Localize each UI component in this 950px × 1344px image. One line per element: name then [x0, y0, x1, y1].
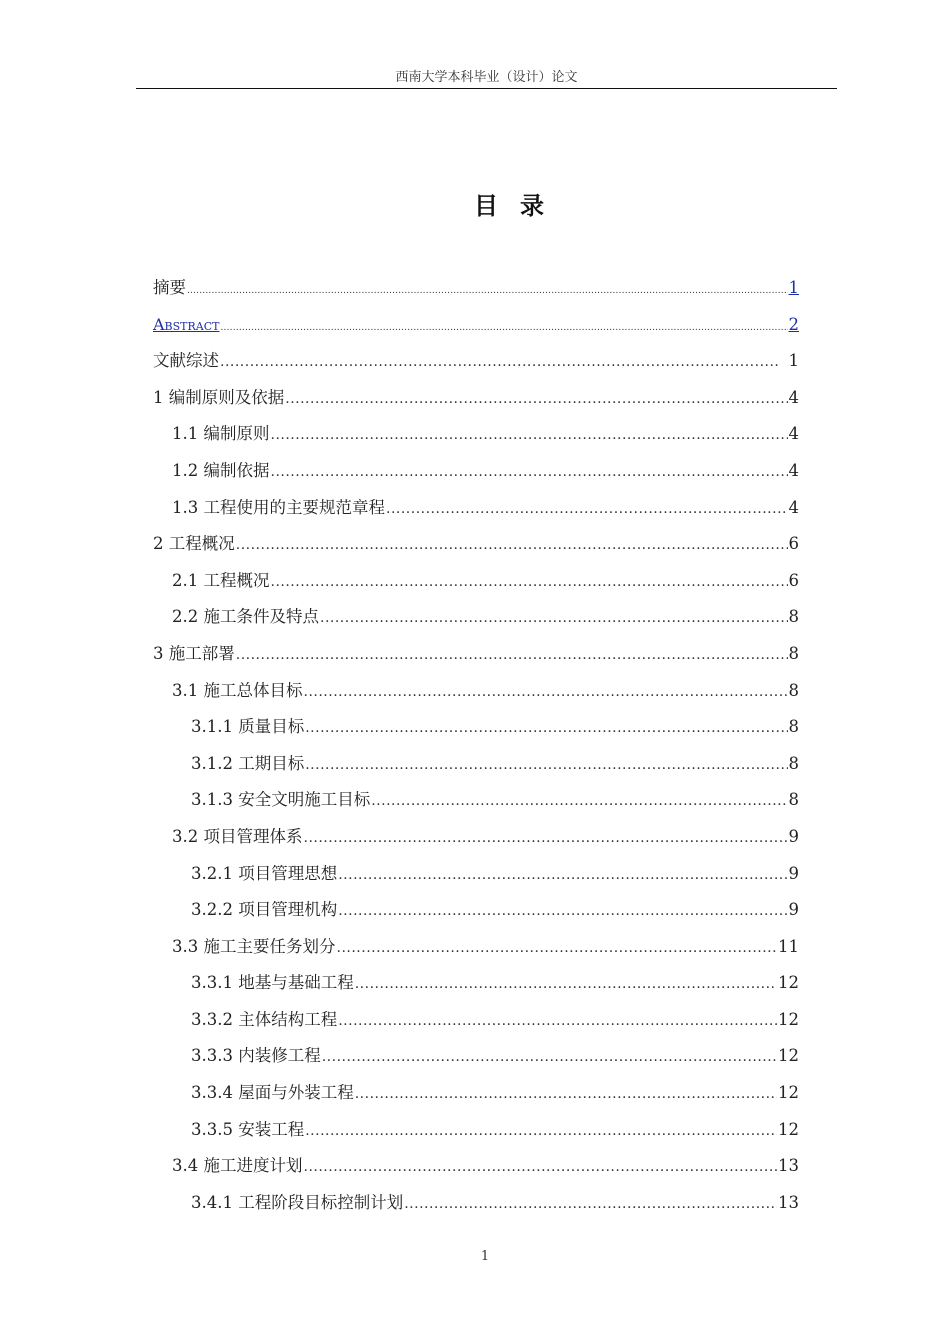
toc-entry-page: 8: [788, 717, 799, 737]
toc-entry-page: 4: [788, 424, 799, 444]
toc-entry: [153, 526, 799, 563]
toc-dot-leader: [271, 417, 788, 454]
page-header: 西南大学本科毕业（设计）论文: [136, 66, 837, 89]
toc-dot-leader: [404, 1186, 777, 1223]
toc-entry: [153, 1112, 799, 1149]
table-of-contents: [153, 270, 799, 1221]
toc-entry: [153, 1185, 799, 1222]
toc-entry-page: 11: [778, 936, 799, 956]
toc-entry-page: 13: [778, 1192, 799, 1212]
toc-entry: [153, 563, 799, 600]
toc-entry-label: 3.2.2 项目管理机构: [191, 900, 338, 920]
toc-entry-label: 1.1 编制原则: [172, 424, 270, 444]
toc-entry-label: 3 施工部署: [153, 643, 235, 663]
toc-entry: [153, 490, 799, 527]
toc-dot-leader: [337, 930, 778, 967]
toc-title: 目录: [474, 192, 566, 220]
toc-entry-page: 9: [788, 900, 799, 920]
toc-entry-label: 3.1.2 工期目标: [191, 753, 305, 773]
toc-entry-label: 3.1.1 质量目标: [191, 717, 305, 737]
toc-dot-leader: [305, 747, 787, 784]
toc-entry: [153, 636, 799, 673]
toc-entry-label: 3.3.5 安装工程: [191, 1119, 305, 1139]
toc-entry[interactable]: [153, 307, 799, 344]
toc-entry-label: 3.3.4 屋面与外装工程: [191, 1083, 354, 1103]
toc-entry-label: 3.3.2 主体结构工程: [191, 1009, 338, 1029]
toc-dot-leader: [305, 710, 787, 747]
toc-entry-label: 文献综述: [153, 351, 219, 371]
toc-entry: [153, 416, 799, 453]
toc-entry: [153, 380, 799, 417]
toc-entry-label: 3.3.3 内装修工程: [191, 1046, 321, 1066]
toc-entry: [153, 343, 799, 380]
toc-dot-leader: [271, 454, 788, 491]
toc-entry-page: 8: [788, 643, 799, 663]
toc-entry-label: 3.3.1 地基与基础工程: [191, 973, 354, 993]
toc-dot-leader: [338, 1003, 777, 1040]
toc-entry-page: 8: [788, 680, 799, 700]
toc-entry-label[interactable]: Abstract: [153, 314, 220, 334]
toc-entry-label: 2.1 工程概况: [172, 570, 270, 590]
toc-entry-page: 6: [788, 534, 799, 554]
toc-dot-leader: [304, 674, 788, 711]
toc-entry: [153, 965, 799, 1002]
toc-entry-label: 2.2 施工条件及特点: [172, 607, 319, 627]
toc-dot-leader: [386, 491, 788, 528]
toc-entry-page: 8: [788, 753, 799, 773]
toc-dot-leader: [285, 381, 787, 418]
toc-dot-leader: [338, 857, 787, 894]
toc-entry-label: 3.3 施工主要任务划分: [172, 936, 336, 956]
toc-entry-page: 4: [788, 460, 799, 480]
toc-dot-leader: [304, 820, 788, 857]
toc-entry-page[interactable]: 2: [788, 314, 799, 334]
toc-entry: [153, 673, 799, 710]
toc-entry-page: 1: [788, 351, 799, 371]
toc-entry-label: 1 编制原则及依据: [153, 387, 285, 407]
toc-entry-label: 3.2 项目管理体系: [172, 826, 303, 846]
toc-entry-page[interactable]: 1: [788, 278, 799, 297]
toc-entry-page: 6: [788, 570, 799, 590]
toc-dot-leader: [371, 783, 787, 820]
toc-entry-page: 13: [778, 1156, 799, 1176]
toc-entry-label: 3.4 施工进度计划: [172, 1156, 303, 1176]
page-number: 1: [480, 1249, 490, 1264]
toc-entry-label: 3.1 施工总体目标: [172, 680, 303, 700]
toc-entry-page: 12: [778, 1119, 799, 1139]
toc-entry-page: 12: [778, 973, 799, 993]
toc-entry-page: 4: [788, 387, 799, 407]
toc-entry: [153, 1148, 799, 1185]
toc-entry-page: 12: [778, 1046, 799, 1066]
toc-dot-leader: [304, 1149, 778, 1186]
toc-entry: [153, 782, 799, 819]
toc-entry[interactable]: [153, 270, 799, 307]
toc-dot-leader: [236, 637, 788, 674]
toc-entry: [153, 1038, 799, 1075]
toc-entry-page: 9: [788, 826, 799, 846]
toc-dot-leader: [322, 1039, 777, 1076]
toc-dot-leader: [355, 966, 777, 1003]
toc-dot-leader: [355, 1076, 777, 1113]
toc-entry-page: 8: [788, 790, 799, 810]
toc-entry-label: 3.1.3 安全文明施工目标: [191, 790, 371, 810]
toc-entry-label: 2 工程概况: [153, 534, 235, 554]
toc-entry-page: 9: [788, 863, 799, 883]
toc-entry: [153, 599, 799, 636]
toc-entry: [153, 709, 799, 746]
toc-entry-page: 12: [778, 1009, 799, 1029]
toc-entry: [153, 856, 799, 893]
toc-dot-leader: [187, 273, 788, 310]
toc-dot-leader: [338, 893, 787, 930]
toc-entry-label: 3.2.1 项目管理思想: [191, 863, 338, 883]
toc-entry-label: 1.3 工程使用的主要规范章程: [172, 497, 385, 517]
toc-dot-leader: [221, 310, 788, 347]
toc-dot-leader: [220, 344, 780, 381]
toc-dot-leader: [305, 1113, 777, 1150]
toc-entry: [153, 1075, 799, 1112]
toc-dot-leader: [236, 527, 788, 564]
toc-entry-label: 1.2 编制依据: [172, 460, 270, 480]
toc-entry-page: 4: [788, 497, 799, 517]
toc-entry: [153, 819, 799, 856]
toc-dot-leader: [271, 564, 788, 601]
toc-entry-page: 8: [788, 607, 799, 627]
toc-entry: [153, 929, 799, 966]
toc-dot-leader: [320, 600, 788, 637]
toc-entry: [153, 746, 799, 783]
toc-entry-label[interactable]: 摘要: [153, 278, 186, 297]
toc-entry-label: 3.4.1 工程阶段目标控制计划: [191, 1192, 404, 1212]
toc-entry: [153, 453, 799, 490]
toc-entry: [153, 892, 799, 929]
toc-entry-page: 12: [778, 1083, 799, 1103]
toc-entry: [153, 1002, 799, 1039]
